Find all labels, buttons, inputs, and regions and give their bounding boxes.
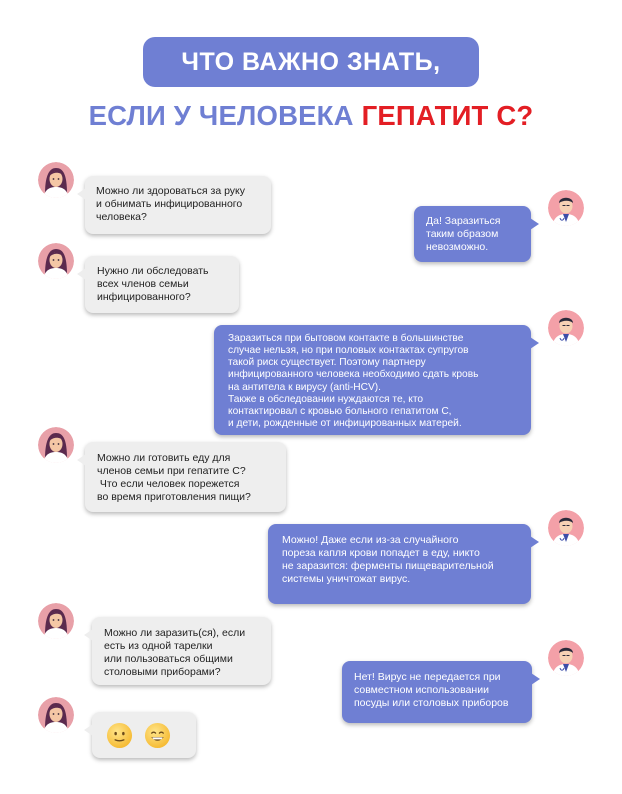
message-line: не заразится: ферменты пищеварительной bbox=[282, 560, 494, 573]
doctor-avatar bbox=[548, 310, 584, 346]
message-line: инфицированного? bbox=[97, 291, 191, 304]
message-line: контактировал с кровью больного гепатитом С, bbox=[228, 405, 452, 417]
message-line: Нужно ли обследовать bbox=[97, 265, 209, 277]
message-line: и обнимать инфицированного bbox=[96, 198, 243, 211]
message-line: столовыми приборами? bbox=[104, 666, 221, 679]
message-line: таким образом bbox=[426, 228, 499, 241]
message-line: посуды или столовых приборов bbox=[354, 697, 509, 710]
message-line: Нет! Вирус не передается при bbox=[354, 671, 501, 683]
grinning-face-emoji bbox=[144, 722, 171, 749]
message-line: совместном использовании bbox=[354, 684, 489, 697]
message-line: на антитела к вирусу (anti-HCV). bbox=[228, 381, 381, 393]
subtitle-text: ЕСЛИ У ЧЕЛОВЕКА bbox=[88, 100, 362, 131]
patient-avatar bbox=[38, 162, 74, 198]
page-title: ЧТО ВАЖНО ЗНАТЬ, bbox=[143, 37, 479, 87]
message-line: членов семьи при гепатите С? bbox=[97, 465, 246, 478]
subtitle-highlight: ГЕПАТИТ С? bbox=[361, 100, 534, 131]
neutral-face-emoji bbox=[106, 722, 133, 749]
answer-bubble bbox=[214, 325, 531, 435]
message-line: пореза капля крови попадет в еду, никто bbox=[282, 547, 480, 560]
message-line: есть из одной тарелки bbox=[104, 640, 213, 653]
message-line: во время приготовления пищи? bbox=[97, 491, 251, 504]
message-line: Можно ли здороваться за руку bbox=[96, 185, 246, 197]
message-line: такой риск существует. Поэтому партнеру bbox=[228, 357, 426, 369]
message-line: случае нельзя, но при половых контактах супругов bbox=[228, 345, 469, 357]
patient-avatar bbox=[38, 427, 74, 463]
message-line: и дети, рожденные от инфицированных матерей. bbox=[228, 417, 462, 429]
patient-avatar bbox=[38, 697, 74, 733]
message-line: невозможно. bbox=[426, 241, 489, 254]
question-bubble bbox=[85, 256, 239, 313]
answer-bubble bbox=[414, 206, 531, 262]
message-line: Можно! Даже если из-за случайного bbox=[282, 534, 459, 546]
message-line: Также в обследовании нуждаются те, кто bbox=[228, 393, 424, 405]
message-line: Можно ли готовить еду для bbox=[97, 452, 231, 464]
doctor-avatar bbox=[548, 510, 584, 546]
question-bubble bbox=[92, 617, 271, 685]
doctor-avatar bbox=[548, 190, 584, 226]
patient-avatar bbox=[38, 603, 74, 639]
doctor-avatar bbox=[548, 640, 584, 676]
question-bubble bbox=[85, 176, 271, 234]
message-line: Можно ли заразить(ся), если bbox=[104, 627, 246, 639]
message-line: системы уничтожат вирус. bbox=[282, 573, 411, 586]
answer-bubble bbox=[268, 524, 531, 604]
patient-avatar bbox=[38, 243, 74, 279]
message-line: Заразиться при бытовом контакте в большинстве bbox=[228, 333, 464, 344]
message-line: Что если человек порежется bbox=[97, 478, 240, 491]
answer-bubble bbox=[342, 661, 532, 723]
message-line: инфицированного человека необходимо сдать кровь bbox=[228, 369, 479, 381]
message-line: человека? bbox=[96, 211, 147, 224]
message-line: Да! Заразиться bbox=[426, 215, 501, 227]
message-line: всех членов семьи bbox=[97, 278, 189, 291]
page-subtitle bbox=[0, 100, 622, 132]
question-bubble bbox=[85, 442, 286, 512]
message-line: или пользоваться общими bbox=[104, 653, 233, 666]
